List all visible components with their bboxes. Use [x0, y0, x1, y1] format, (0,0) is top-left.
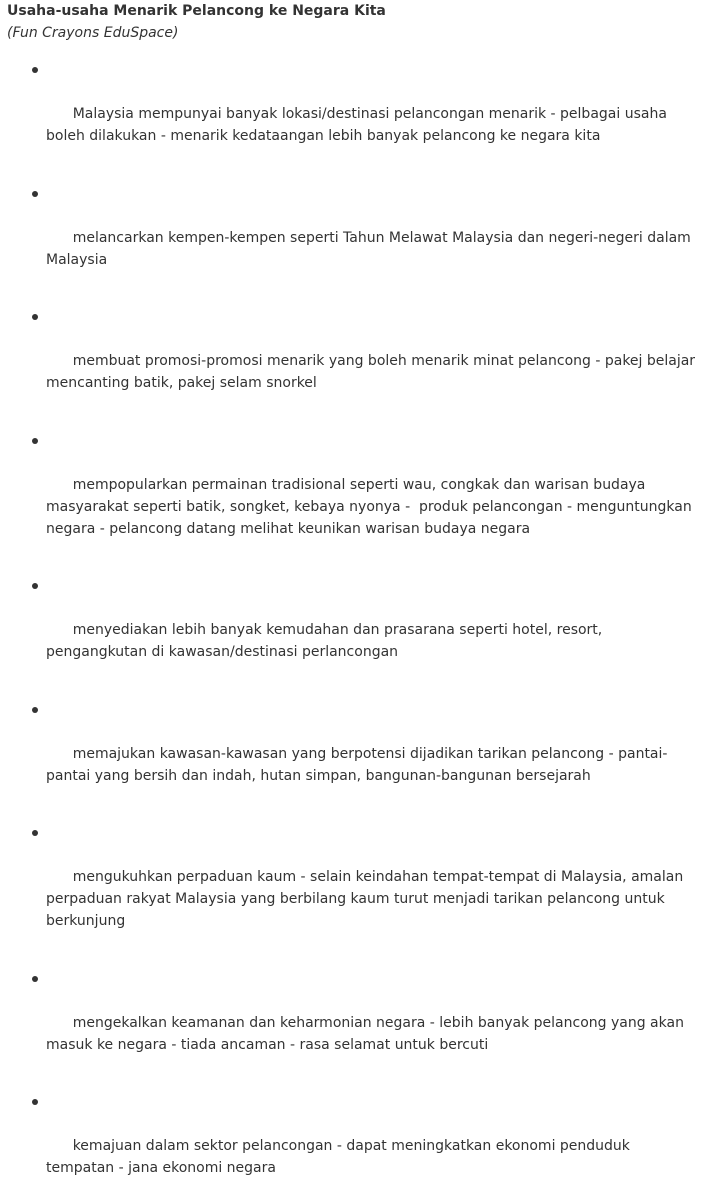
list-item-text: Malaysia mempunyai banyak lokasi/destinasi pelancongan menarik - pelbagai usaha boleh dilakukan - menarik kedataangan lebih banyak pelancong ke negara kita: [46, 106, 672, 144]
list-item-text: mengekalkan keamanan dan keharmonian negara - lebih banyak pelancong yang akan masuk ke negara - tiada ancaman - rasa selamat untuk bercuti: [46, 1014, 689, 1053]
list-item-text: kemajuan dalam sektor pelancongan - dapat meningkatkan ekonomi penduduk tempatan - jana ekonomi negara: [46, 1138, 635, 1176]
list-item: [30, 575, 702, 685]
list-item: [30, 430, 702, 562]
list-item-text: membuat promosi-promosi menarik yang boleh menarik minat pelancong - pakej belajar mencanting batik, pakej selam snorkel: [46, 353, 700, 391]
page-subtitle: (Fun Crayons EduSpace): [7, 25, 179, 41]
bullet-icon: [32, 438, 38, 444]
list-item-text: mempopularkan permainan tradisional seperti wau, congkak dan warisan budaya masyarakat seperti batik, songket, kebaya nyonya - produk pelancongan - menguntungkan negara - pelancong datang melihat keunikan warisan budaya negara: [46, 476, 697, 537]
list-item-text: memajukan kawasan-kawasan yang berpotensi dijadikan tarikan pelancong - pantai-pantai yang bersih dan indah, hutan simpan, bangunan-bangunan bersejarah: [46, 745, 668, 784]
list-item-text: melancarkan kempen-kempen seperti Tahun Melawat Malaysia dan negeri-negeri dalam Malaysia: [46, 229, 696, 268]
list-item: [30, 1091, 702, 1201]
bullet-icon: [32, 583, 38, 589]
bullet-icon: [32, 976, 38, 982]
bullet-icon: [32, 67, 38, 73]
list-item: [30, 822, 702, 954]
list-item: [30, 306, 702, 416]
list-item-text: mengukuhkan perpaduan kaum - selain keindahan tempat-tempat di Malaysia, amalan perpaduan rakyat Malaysia yang berbilang kaum turut menjadi tarikan pelancong untuk berkunjung: [46, 869, 688, 929]
list-item-text: menyediakan lebih banyak kemudahan dan prasarana seperti hotel, resort, pengangkutan di kawasan/destinasi perlancongan: [46, 622, 607, 660]
bullet-icon: [32, 1099, 38, 1105]
bullet-icon: [32, 830, 38, 836]
list-item: [30, 699, 702, 809]
bullet-icon: [32, 191, 38, 197]
list-item: [30, 183, 702, 293]
bullet-icon: [32, 314, 38, 320]
bullet-list: [30, 59, 702, 1204]
list-item: [30, 968, 702, 1078]
list-item: [30, 59, 702, 169]
bullet-icon: [32, 707, 38, 713]
page-title: Usaha-usaha Menarik Pelancong ke Negara Kita: [7, 3, 386, 19]
